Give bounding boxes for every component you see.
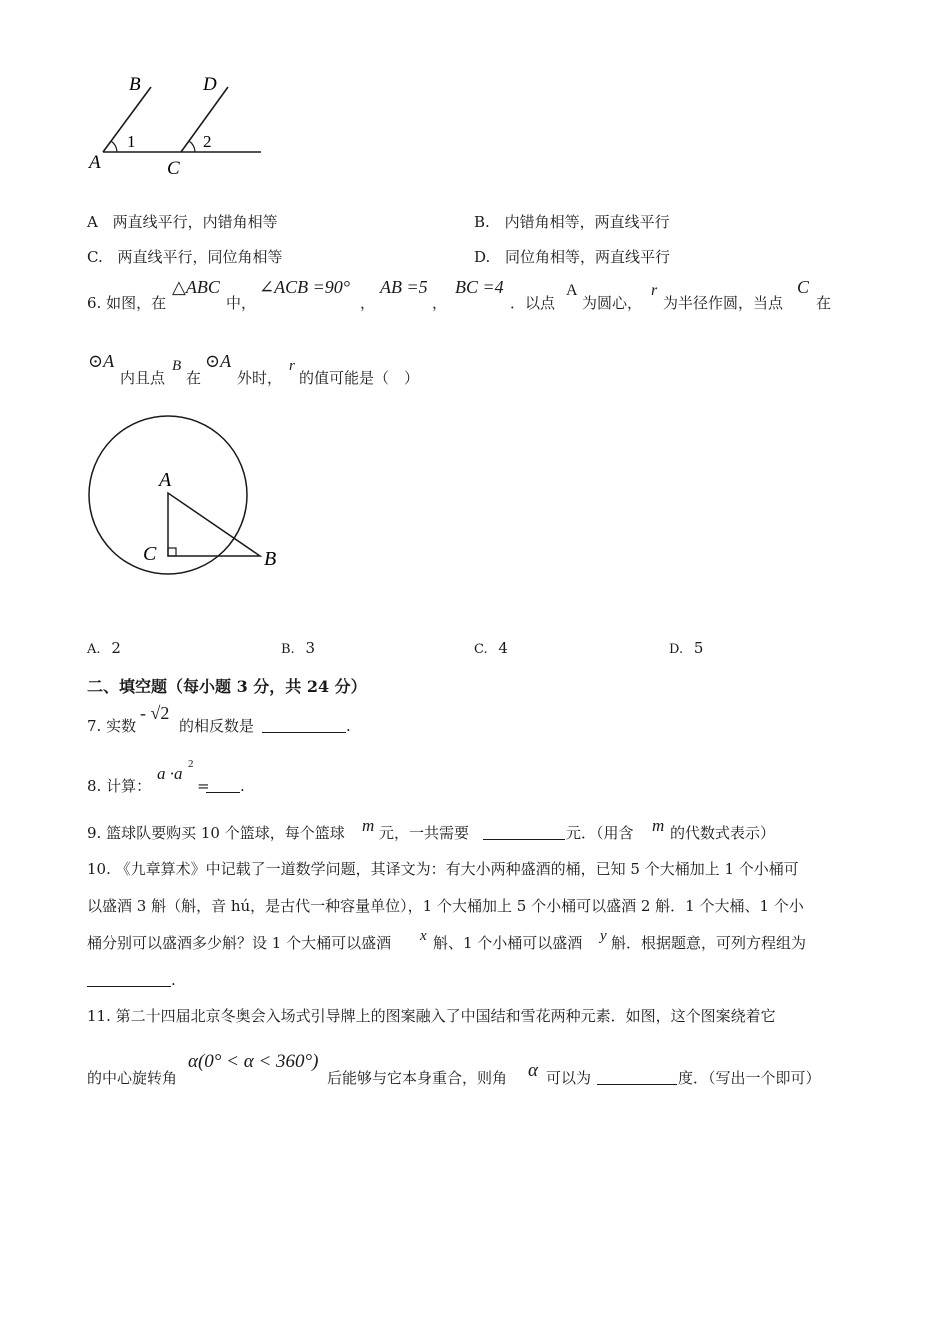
- q6-circle-a: ⊙A: [205, 351, 232, 371]
- q6-number: 6. 如图，在: [87, 294, 167, 312]
- q6-text: 内且点: [120, 369, 166, 387]
- q11-condition: α(0° < α < 360°): [188, 1051, 319, 1072]
- q8-expression: a ·a: [157, 764, 183, 783]
- section-title: 二、填空题（每小题 3 分，共 24 分）: [87, 677, 367, 696]
- q5-option-b[interactable]: [474, 211, 670, 232]
- q11-line: 11. 第二十四届北京冬奥会入场式引导牌上的图案融入了中国结和雪花两种元素．如图，这个图案绕着它: [87, 1007, 776, 1025]
- option-text: 内错角相等，两直线平行: [504, 213, 670, 231]
- q6-circle-a: ⊙A: [88, 351, 115, 371]
- option-letter: C.: [87, 248, 103, 266]
- q9-m: m: [652, 816, 665, 835]
- option-text: 两直线平行，内错角相等: [112, 213, 278, 231]
- q6-option-c[interactable]: [474, 639, 508, 657]
- label-c: C: [167, 158, 180, 179]
- option-letter: B.: [474, 213, 490, 231]
- q11-alpha: α: [528, 1060, 538, 1081]
- q6-text: ．以点: [510, 294, 556, 312]
- option-letter: A: [87, 213, 98, 231]
- q11-text: 度．（写出一个即可）: [678, 1069, 821, 1087]
- q10-answer-blank[interactable]: [87, 972, 171, 987]
- q6-text: 在: [816, 294, 832, 312]
- label-c: C: [143, 543, 157, 565]
- q6-r: r: [651, 282, 658, 299]
- q6-bc: BC =4: [455, 277, 504, 297]
- label-angle-2: 2: [203, 132, 212, 151]
- q6-angle-acb: ∠ACB =90°: [259, 277, 350, 297]
- q10-line: 桶分别可以盛酒多少斛？设 1 个大桶可以盛酒: [87, 934, 392, 952]
- option-letter: C.: [474, 642, 488, 657]
- q6-ab: AB =5: [380, 277, 428, 297]
- q7-suffix: 的相反数是: [179, 717, 255, 735]
- q6-point-a: A: [566, 282, 578, 299]
- option-value: 3: [305, 639, 316, 657]
- q10-end: .: [171, 971, 176, 989]
- q6-text: 为半径作圆，当点: [663, 294, 784, 312]
- q7-expression: - √2: [140, 703, 170, 723]
- option-letter: A.: [87, 642, 101, 657]
- q7-answer-blank[interactable]: [262, 718, 346, 733]
- circle-triangle-figure: [85, 408, 285, 578]
- q6-point-b: B: [172, 358, 182, 374]
- q10-line: 10. 《九章算术》中记载了一道数学问题，其译文为：有大小两种盛酒的桶，已知 5 个大桶加上 1 个小桶可: [87, 860, 799, 878]
- q9-text: 9. 篮球队要购买 10 个篮球，每个篮球: [87, 824, 345, 842]
- q6-triangle: △ABC: [172, 277, 220, 297]
- q10-y: y: [600, 928, 607, 944]
- q6-text: 中，: [226, 294, 257, 312]
- label-a: A: [89, 152, 101, 173]
- q11-text: 后能够与它本身重合，则角: [327, 1069, 508, 1087]
- option-value: 2: [111, 639, 121, 657]
- option-text: 两直线平行，同位角相等: [117, 248, 283, 266]
- q8-end: .: [240, 777, 245, 795]
- option-letter: D.: [669, 642, 684, 657]
- label-b: B: [264, 548, 277, 570]
- q5-option-a[interactable]: [87, 211, 278, 232]
- q9-text: 元，一共需要: [379, 824, 470, 842]
- q6-option-d[interactable]: [669, 639, 703, 657]
- label-angle-1: 1: [127, 132, 136, 151]
- q6-text: ，: [432, 294, 448, 312]
- q11-text: 可以为: [546, 1069, 592, 1087]
- right-angle-mark: [168, 548, 176, 556]
- q11-answer-blank[interactable]: [597, 1070, 677, 1085]
- option-value: 5: [693, 639, 704, 657]
- q11-text: 的中心旋转角: [87, 1069, 178, 1087]
- q5-option-d[interactable]: [474, 246, 670, 267]
- q6-point-c: C: [797, 277, 810, 297]
- q9-answer-blank[interactable]: [483, 825, 565, 840]
- q10-x: x: [420, 928, 427, 944]
- q8-equals: =: [197, 777, 210, 795]
- q6-text: 为圆心，: [582, 294, 643, 312]
- q5-option-c[interactable]: [87, 246, 283, 267]
- angle-1-arc: [111, 141, 117, 152]
- q9-text: 的代数式表示）: [670, 824, 776, 842]
- option-letter: D.: [474, 248, 491, 266]
- q10-line: 斛、1 个小桶可以盛酒: [433, 934, 583, 952]
- q6-text: 在: [186, 369, 202, 387]
- angle-2-arc: [189, 141, 195, 152]
- q6-option-a[interactable]: [87, 639, 121, 657]
- option-letter: B.: [281, 642, 295, 657]
- q6-r: r: [289, 358, 295, 374]
- q6-text: ，: [360, 294, 376, 312]
- label-a: A: [159, 469, 172, 491]
- q6-text: 外时，: [237, 369, 283, 387]
- q7-end: .: [346, 717, 351, 735]
- q8-answer-blank[interactable]: [206, 778, 240, 793]
- q9-text: 元．（用含: [566, 824, 634, 842]
- option-value: 4: [498, 639, 508, 657]
- option-text: 同位角相等，两直线平行: [505, 248, 671, 266]
- q9-m: m: [362, 816, 375, 835]
- q7-prefix: 7. 实数: [87, 717, 137, 735]
- label-d: D: [203, 74, 217, 95]
- q6-text: 的值可能是（ ）: [299, 369, 420, 387]
- label-b: B: [129, 74, 141, 95]
- q6-option-b[interactable]: [281, 639, 315, 657]
- parallel-lines-figure: [85, 70, 270, 180]
- q10-line: 以盛酒 3 斛（斛，音 hú，是古代一种容量单位），1 个大桶加上 5 个小桶可以盛酒 2 斛．1 个大桶、1 个小: [87, 897, 804, 915]
- q8-exponent: 2: [188, 758, 194, 770]
- q10-line: 斛．根据题意，可列方程组为: [611, 934, 807, 952]
- q8-prefix: 8. 计算：: [87, 777, 152, 795]
